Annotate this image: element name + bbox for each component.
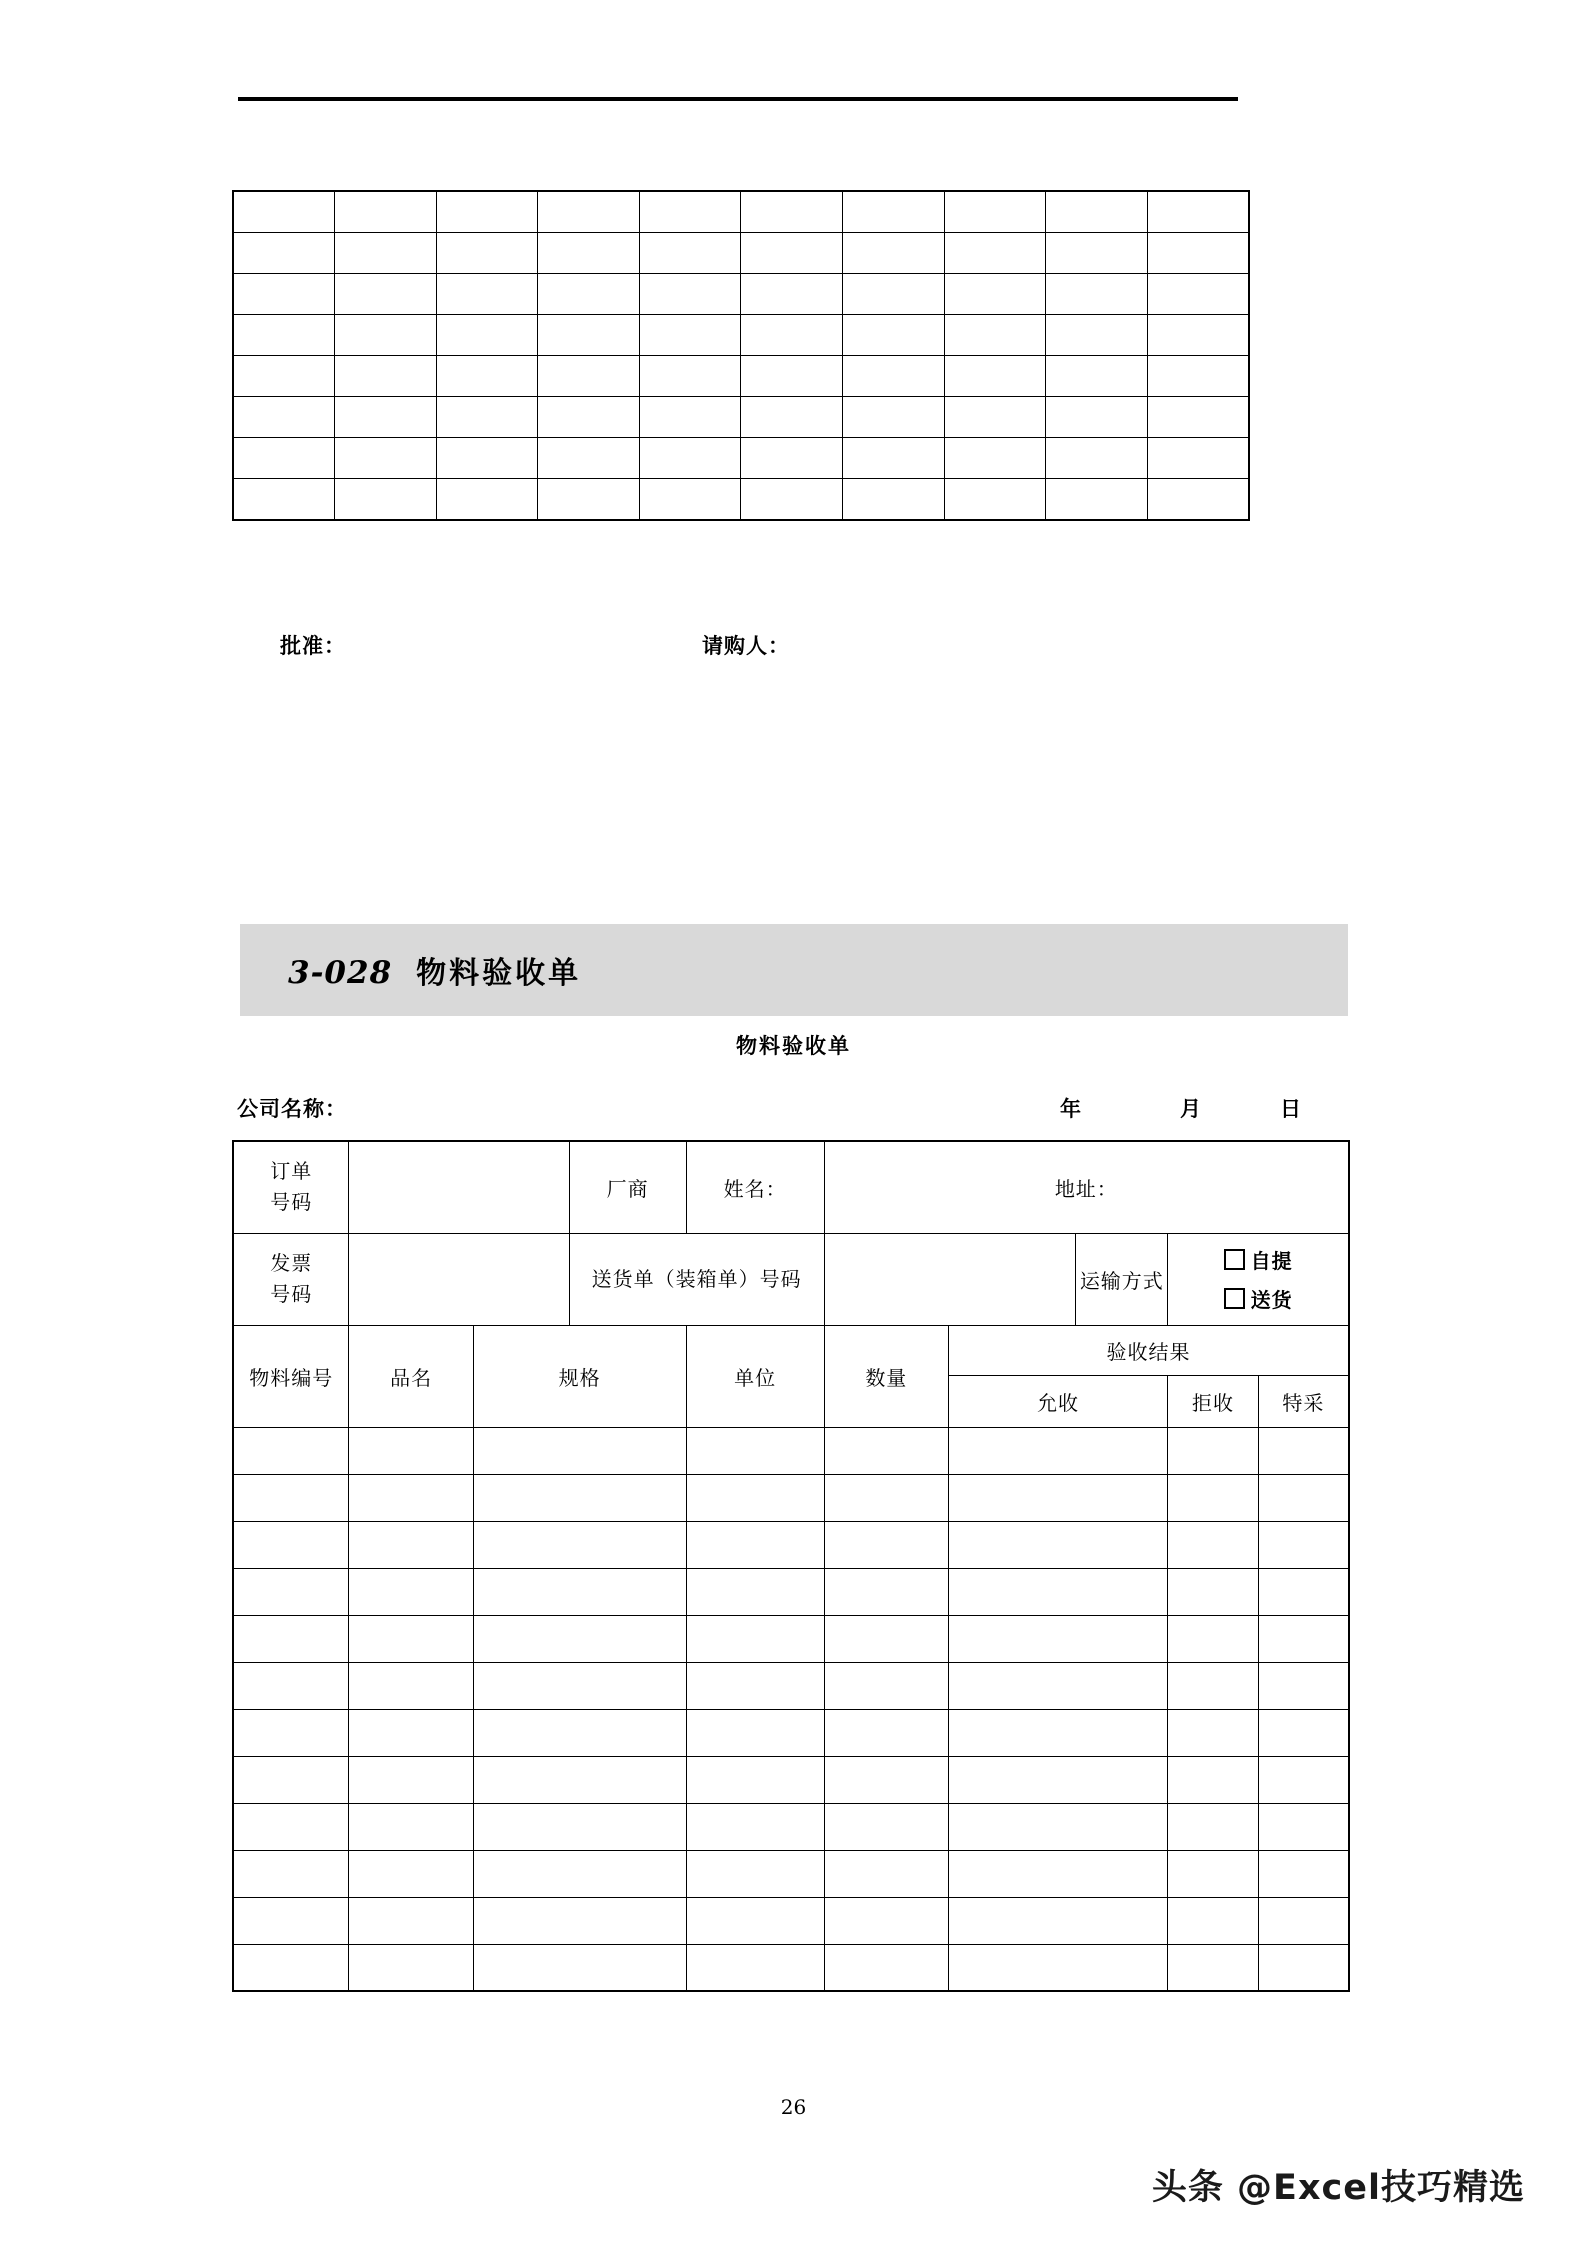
table-cell[interactable]: [436, 191, 538, 233]
table-cell[interactable]: [944, 438, 1046, 479]
table-cell[interactable]: [1046, 233, 1148, 274]
requester-label: 请购人：: [702, 634, 790, 658]
cell-product-name[interactable]: [349, 1521, 473, 1568]
cell-accept[interactable]: [948, 1803, 1167, 1850]
table-cell[interactable]: [741, 233, 843, 274]
cell-special-accept[interactable]: [1258, 1521, 1349, 1568]
table-cell[interactable]: [1147, 274, 1249, 315]
cell-unit[interactable]: [686, 1474, 824, 1521]
table-row: [233, 233, 1249, 274]
table-cell[interactable]: [335, 356, 437, 397]
table-cell[interactable]: [233, 274, 335, 315]
cell-specification[interactable]: [473, 1850, 686, 1897]
cell-unit[interactable]: [686, 1521, 824, 1568]
table-row: [233, 1803, 1349, 1850]
table-cell[interactable]: [741, 438, 843, 479]
table-row: [233, 1568, 1349, 1615]
cell-accept[interactable]: [948, 1615, 1167, 1662]
cell-reject[interactable]: [1168, 1474, 1259, 1521]
cell-reject[interactable]: [1168, 1521, 1259, 1568]
cell-accept[interactable]: [948, 1662, 1167, 1709]
cell-specification[interactable]: [473, 1427, 686, 1474]
cell-specification[interactable]: [473, 1568, 686, 1615]
table-cell[interactable]: [1147, 438, 1249, 479]
table-cell[interactable]: [741, 479, 843, 521]
table-cell[interactable]: [843, 397, 945, 438]
table-row: [233, 1897, 1349, 1944]
cell-accept[interactable]: [948, 1897, 1167, 1944]
order-number-label-line2: 号码: [270, 1190, 313, 1215]
company-name-label: 公司名称：: [237, 1097, 347, 1121]
table-row: [233, 1662, 1349, 1709]
cell-special-accept[interactable]: [1258, 1803, 1349, 1850]
header-rule: [238, 97, 1238, 101]
cell-product-name[interactable]: [349, 1756, 473, 1803]
delivery-note-label: 送货单（装箱单）号码: [569, 1233, 824, 1325]
cell-specification[interactable]: [473, 1803, 686, 1850]
cell-quantity[interactable]: [824, 1521, 948, 1568]
column-header-row-top: [233, 1325, 1349, 1375]
cell-material-code[interactable]: [233, 1897, 349, 1944]
table-cell[interactable]: [944, 315, 1046, 356]
table-cell[interactable]: [1147, 315, 1249, 356]
table-cell[interactable]: [436, 438, 538, 479]
table-cell[interactable]: [233, 479, 335, 521]
invoice-number-label-line2: 号码: [270, 1282, 313, 1306]
cell-special-accept[interactable]: [1258, 1615, 1349, 1662]
table-cell[interactable]: [944, 233, 1046, 274]
date-month-label: 月: [1180, 1097, 1201, 1121]
cell-unit[interactable]: [686, 1709, 824, 1756]
table-cell[interactable]: [436, 274, 538, 315]
table-cell[interactable]: [436, 479, 538, 521]
cell-specification[interactable]: [473, 1756, 686, 1803]
cell-special-accept[interactable]: [1258, 1897, 1349, 1944]
table-cell[interactable]: [639, 274, 741, 315]
cell-reject[interactable]: [1168, 1662, 1259, 1709]
transport-option-delivery[interactable]: [1224, 1284, 1293, 1313]
table-cell[interactable]: [944, 356, 1046, 397]
checkbox-icon[interactable]: [1224, 1288, 1245, 1309]
table-cell[interactable]: [1147, 191, 1249, 233]
cell-special-accept[interactable]: [1258, 1756, 1349, 1803]
cell-material-code[interactable]: [233, 1756, 349, 1803]
cell-product-name[interactable]: [349, 1427, 473, 1474]
date-day-label: 日: [1280, 1097, 1301, 1121]
table-cell[interactable]: [639, 438, 741, 479]
cell-reject[interactable]: [1168, 1897, 1259, 1944]
cell-unit[interactable]: [686, 1568, 824, 1615]
table-cell[interactable]: [639, 233, 741, 274]
table-cell[interactable]: [1147, 356, 1249, 397]
cell-quantity[interactable]: [824, 1756, 948, 1803]
table-cell[interactable]: [335, 438, 437, 479]
cell-special-accept[interactable]: [1258, 1850, 1349, 1897]
table-cell[interactable]: [538, 397, 640, 438]
cell-unit[interactable]: [686, 1756, 824, 1803]
table-cell[interactable]: [233, 315, 335, 356]
section-heading: [288, 948, 581, 992]
table-cell[interactable]: [538, 274, 640, 315]
cell-special-accept[interactable]: [1258, 1662, 1349, 1709]
cell-product-name[interactable]: [349, 1850, 473, 1897]
cell-product-name[interactable]: [349, 1709, 473, 1756]
form-meta-line: [232, 1093, 1352, 1127]
table-cell[interactable]: [843, 315, 945, 356]
table-cell[interactable]: [639, 315, 741, 356]
cell-specification[interactable]: [473, 1709, 686, 1756]
page-number: 26: [780, 2095, 807, 2119]
cell-quantity[interactable]: [824, 1709, 948, 1756]
cell-accept[interactable]: [948, 1521, 1167, 1568]
cell-specification[interactable]: [473, 1944, 686, 1991]
cell-accept[interactable]: [948, 1756, 1167, 1803]
table-cell[interactable]: [1046, 397, 1148, 438]
cell-quantity[interactable]: [824, 1897, 948, 1944]
table-row: [233, 1850, 1349, 1897]
cell-material-code[interactable]: [233, 1427, 349, 1474]
cell-reject[interactable]: [1168, 1568, 1259, 1615]
cell-special-accept[interactable]: [1258, 1944, 1349, 1991]
cell-accept[interactable]: [948, 1709, 1167, 1756]
form-subtitle: 物料验收单: [736, 1034, 851, 1058]
cell-special-accept[interactable]: [1258, 1427, 1349, 1474]
table-cell[interactable]: [233, 356, 335, 397]
delivery-note-field[interactable]: [824, 1233, 1076, 1325]
table-row: [233, 315, 1249, 356]
table-cell[interactable]: [639, 479, 741, 521]
section-number: 3-028: [288, 955, 393, 991]
cell-specification[interactable]: [473, 1521, 686, 1568]
table-cell[interactable]: [233, 233, 335, 274]
table-cell[interactable]: [741, 397, 843, 438]
header-reject: 拒收: [1168, 1375, 1259, 1427]
cell-product-name[interactable]: [349, 1474, 473, 1521]
table-cell[interactable]: [335, 479, 437, 521]
table-row: [233, 1474, 1349, 1521]
table-cell[interactable]: [1046, 479, 1148, 521]
cell-specification[interactable]: [473, 1615, 686, 1662]
vendor-name-label: 姓名：: [686, 1141, 824, 1233]
table-cell[interactable]: [436, 233, 538, 274]
table-cell[interactable]: [1147, 479, 1249, 521]
checkbox-icon[interactable]: [1224, 1249, 1245, 1270]
invoice-number-label-line1: 发票: [270, 1251, 313, 1275]
cell-material-code[interactable]: [233, 1850, 349, 1897]
transport-option-self-pickup[interactable]: [1224, 1245, 1293, 1274]
header-unit: 单位: [686, 1325, 824, 1427]
table-cell[interactable]: [639, 356, 741, 397]
cell-quantity[interactable]: [824, 1803, 948, 1850]
table-cell[interactable]: [335, 397, 437, 438]
table-cell[interactable]: [233, 438, 335, 479]
table-row: [233, 1756, 1349, 1803]
cell-unit[interactable]: [686, 1615, 824, 1662]
order-number-label-line1: 订单: [270, 1159, 313, 1184]
cell-material-code[interactable]: [233, 1803, 349, 1850]
table-row: [233, 1427, 1349, 1474]
cell-accept[interactable]: [948, 1474, 1167, 1521]
transport-option-delivery-label: 送货: [1250, 1288, 1293, 1312]
cell-product-name[interactable]: [349, 1803, 473, 1850]
table-cell[interactable]: [843, 233, 945, 274]
table-cell[interactable]: [843, 479, 945, 521]
header-material-code: 物料编号: [233, 1325, 349, 1427]
table-cell[interactable]: [639, 191, 741, 233]
cell-accept[interactable]: [948, 1944, 1167, 1991]
cell-accept[interactable]: [948, 1850, 1167, 1897]
cell-material-code[interactable]: [233, 1568, 349, 1615]
cell-product-name[interactable]: [349, 1897, 473, 1944]
table-cell[interactable]: [436, 315, 538, 356]
table-cell[interactable]: [843, 356, 945, 397]
cell-special-accept[interactable]: [1258, 1709, 1349, 1756]
section-name: 物料验收单: [416, 956, 582, 991]
table-cell[interactable]: [335, 233, 437, 274]
table-cell[interactable]: [436, 397, 538, 438]
table-cell[interactable]: [538, 191, 640, 233]
cell-specification[interactable]: [473, 1662, 686, 1709]
table-cell[interactable]: [1147, 397, 1249, 438]
order-info-row: [233, 1141, 1349, 1233]
table-cell[interactable]: [233, 397, 335, 438]
material-receiving-body: [233, 1141, 1349, 1991]
continuation-table: [232, 190, 1250, 521]
cell-unit[interactable]: [686, 1944, 824, 1991]
invoice-number-label: [233, 1233, 349, 1325]
table-row: [233, 274, 1249, 315]
table-row: [233, 356, 1249, 397]
table-cell[interactable]: [538, 356, 640, 397]
cell-material-code[interactable]: [233, 1709, 349, 1756]
table-row: [233, 1709, 1349, 1756]
cell-special-accept[interactable]: [1258, 1474, 1349, 1521]
table-cell[interactable]: [741, 315, 843, 356]
cell-specification[interactable]: [473, 1897, 686, 1944]
table-cell[interactable]: [335, 191, 437, 233]
transport-option-self-pickup-label: 自提: [1250, 1249, 1293, 1273]
cell-product-name[interactable]: [349, 1944, 473, 1991]
watermark: 头条 @Excel技巧精选: [1151, 2168, 1525, 2208]
cell-quantity[interactable]: [824, 1615, 948, 1662]
header-accept: 允收: [948, 1375, 1167, 1427]
cell-product-name[interactable]: [349, 1568, 473, 1615]
cell-reject[interactable]: [1168, 1850, 1259, 1897]
table-cell[interactable]: [843, 191, 945, 233]
signature-row: [232, 630, 1250, 670]
cell-accept[interactable]: [948, 1427, 1167, 1474]
cell-quantity[interactable]: [824, 1427, 948, 1474]
cell-product-name[interactable]: [349, 1615, 473, 1662]
table-cell[interactable]: [1046, 191, 1148, 233]
order-number-field[interactable]: [349, 1141, 569, 1233]
table-cell[interactable]: [335, 315, 437, 356]
table-cell[interactable]: [843, 438, 945, 479]
approver-label: 批准：: [280, 634, 346, 658]
cell-reject[interactable]: [1168, 1427, 1259, 1474]
table-cell[interactable]: [538, 438, 640, 479]
cell-unit[interactable]: [686, 1803, 824, 1850]
transport-method-options: [1168, 1233, 1349, 1325]
cell-material-code[interactable]: [233, 1521, 349, 1568]
invoice-number-field[interactable]: [349, 1233, 569, 1325]
table-row: [233, 479, 1249, 521]
transport-method-label: 运输方式: [1076, 1233, 1168, 1325]
material-receiving-table: [232, 1140, 1350, 1992]
cell-unit[interactable]: [686, 1897, 824, 1944]
table-cell[interactable]: [538, 233, 640, 274]
cell-quantity[interactable]: [824, 1850, 948, 1897]
cell-quantity[interactable]: [824, 1944, 948, 1991]
cell-unit[interactable]: [686, 1427, 824, 1474]
cell-unit[interactable]: [686, 1850, 824, 1897]
table-cell[interactable]: [741, 356, 843, 397]
cell-special-accept[interactable]: [1258, 1568, 1349, 1615]
table-cell[interactable]: [741, 274, 843, 315]
table-row: [233, 191, 1249, 233]
table-cell[interactable]: [1046, 356, 1148, 397]
invoice-info-row: [233, 1233, 1349, 1325]
table-cell[interactable]: [538, 479, 640, 521]
table-row: [233, 397, 1249, 438]
cell-reject[interactable]: [1168, 1944, 1259, 1991]
cell-material-code[interactable]: [233, 1615, 349, 1662]
header-quantity: 数量: [824, 1325, 948, 1427]
table-cell[interactable]: [944, 274, 1046, 315]
table-cell[interactable]: [639, 397, 741, 438]
cell-quantity[interactable]: [824, 1662, 948, 1709]
header-inspection-result: 验收结果: [948, 1325, 1349, 1375]
table-cell[interactable]: [944, 397, 1046, 438]
table-cell[interactable]: [1147, 233, 1249, 274]
order-number-label: [233, 1141, 349, 1233]
table-cell[interactable]: [335, 274, 437, 315]
table-row: [233, 1944, 1349, 1991]
table-cell[interactable]: [436, 356, 538, 397]
header-product-name: 品名: [349, 1325, 473, 1427]
table-cell[interactable]: [741, 191, 843, 233]
cell-material-code[interactable]: [233, 1474, 349, 1521]
cell-material-code[interactable]: [233, 1662, 349, 1709]
cell-unit[interactable]: [686, 1662, 824, 1709]
table-row: [233, 1615, 1349, 1662]
table-cell[interactable]: [843, 274, 945, 315]
cell-quantity[interactable]: [824, 1568, 948, 1615]
table-cell[interactable]: [538, 315, 640, 356]
vendor-label: 厂商: [569, 1141, 686, 1233]
cell-product-name[interactable]: [349, 1662, 473, 1709]
date-year-label: 年: [1060, 1097, 1081, 1121]
cell-reject[interactable]: [1168, 1709, 1259, 1756]
table-cell[interactable]: [944, 479, 1046, 521]
cell-specification[interactable]: [473, 1474, 686, 1521]
header-special-accept: 特采: [1258, 1375, 1349, 1427]
continuation-table-body: [233, 191, 1249, 520]
table-row: [233, 438, 1249, 479]
table-cell[interactable]: [233, 191, 335, 233]
cell-quantity[interactable]: [824, 1474, 948, 1521]
cell-reject[interactable]: [1168, 1756, 1259, 1803]
cell-material-code[interactable]: [233, 1944, 349, 1991]
table-cell[interactable]: [1046, 315, 1148, 356]
table-cell[interactable]: [944, 191, 1046, 233]
table-cell[interactable]: [1046, 438, 1148, 479]
section-heading-band: [240, 924, 1348, 1016]
table-cell[interactable]: [1046, 274, 1148, 315]
table-row: [233, 1521, 1349, 1568]
cell-reject[interactable]: [1168, 1615, 1259, 1662]
address-label: 地址：: [824, 1141, 1349, 1233]
cell-accept[interactable]: [948, 1568, 1167, 1615]
cell-reject[interactable]: [1168, 1803, 1259, 1850]
header-specification: 规格: [473, 1325, 686, 1427]
